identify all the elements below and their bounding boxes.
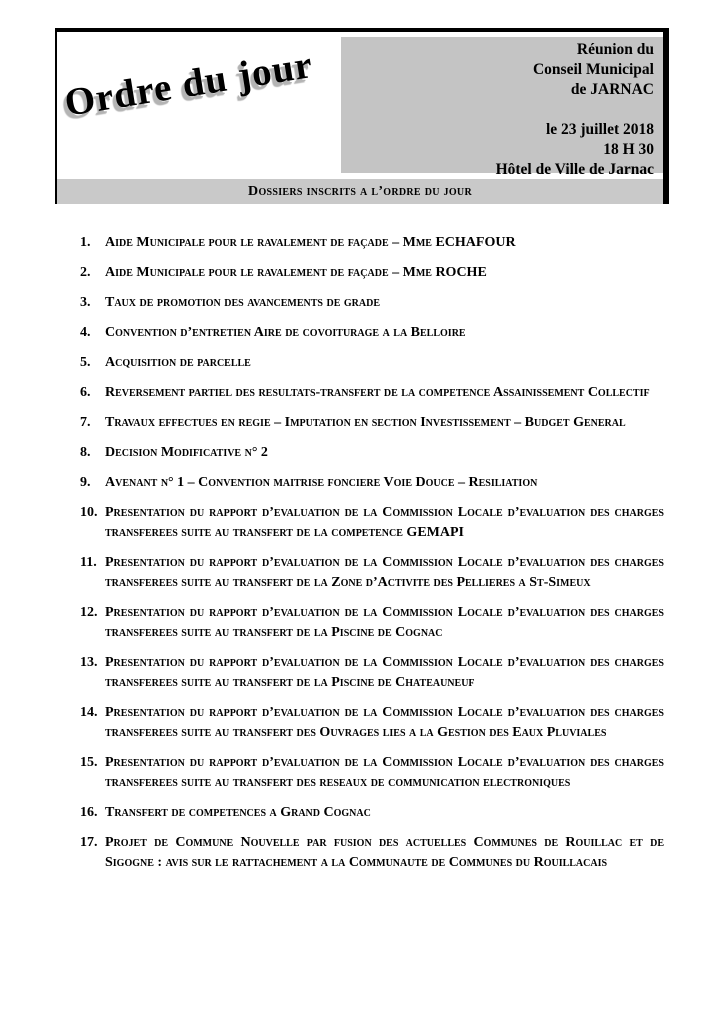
item-text: Presentation du rapport d’evaluation de la Commission Locale d’evaluation des charges transferees suite au transfert de la competence GEMAPI [105,505,664,540]
info-box-spacer [341,100,654,120]
item-number: 9. [80,475,91,490]
item-number: 17. [80,835,98,850]
agenda-item [80,293,664,313]
item-text: Presentation du rapport d’evaluation de la Commission Locale d’evaluation des charges transferees suite au transfert de la Piscine de Chateauneuf [105,655,664,690]
item-text: Aide Municipale pour le ravalement de façade – Mme ECHAFOUR [105,235,516,250]
agenda-item [80,473,664,493]
agenda-item [80,803,664,823]
item-number: 5. [80,355,91,370]
item-number: 2. [80,265,91,280]
item-number: 3. [80,295,91,310]
item-number: 16. [80,805,98,820]
meeting-info-box [341,37,663,178]
item-text: Presentation du rapport d’evaluation de la Commission Locale d’evaluation des charges transferees suite au transfert des Ouvrages lies a la Gestion des Eaux Pluviales [105,705,664,740]
agenda-item [80,603,664,643]
agenda-item [80,503,664,543]
item-text: Aide Municipale pour le ravalement de façade – Mme ROCHE [105,265,487,280]
agenda-item [80,383,664,403]
agenda-item [80,553,664,593]
meeting-info-line: Conseil Municipal [532,61,654,78]
item-text: Reversement partiel des resultats-transfert de la competence Assainissement Collectif [105,385,650,400]
item-text: Presentation du rapport d’evaluation de la Commission Locale d’evaluation des charges transferees suite au transfert de la Piscine de Cognac [105,605,664,640]
item-number: 11. [80,555,97,570]
item-text: Travaux effectues en regie – Imputation en section Investissement – Budget General [105,415,626,430]
item-text: Decision Modificative n° 2 [105,445,268,460]
item-number: 4. [80,325,91,340]
agenda-item [80,833,664,873]
item-number: 6. [80,385,91,400]
agenda-list [80,233,664,883]
item-number: 15. [80,755,98,770]
item-number: 7. [80,415,91,430]
agenda-item [80,323,664,343]
item-text: Convention d’entretien Aire de covoiturage a la Belloire [105,325,466,340]
item-text: Avenant n° 1 – Convention maitrise fonciere Voie Douce – Resiliation [105,475,538,490]
item-text: Presentation du rapport d’evaluation de la Commission Locale d’evaluation des charges transferees suite au transfert de la Zone d’Activite des Pellieres a St-Simeux [105,555,664,590]
meeting-place: Hôtel de Ville de Jarnac [495,161,654,178]
meeting-time: 18 H 30 [603,141,654,158]
item-number: 1. [80,235,91,250]
item-text: Acquisition de parcelle [105,355,251,370]
agenda-item [80,653,664,693]
item-text: Presentation du rapport d’evaluation de la Commission Locale d’evaluation des charges transferees suite au transfert des reseaux de communication electroniques [105,755,664,790]
item-number: 13. [80,655,98,670]
agenda-item [80,353,664,373]
section-header-bar: Dossiers inscrits a l’ordre du jour [57,179,663,204]
item-number: 12. [80,605,98,620]
meeting-date: le 23 juillet 2018 [545,121,654,138]
agenda-item [80,753,664,793]
item-number: 8. [80,445,91,460]
agenda-item [80,263,664,283]
header-frame [55,28,669,204]
item-text: Taux de promotion des avancements de grade [105,295,381,310]
item-text: Projet de Commune Nouvelle par fusion des actuelles Communes de Rouillac et de Sigogne : avis sur le rattachement a la Communaute de Communes du Rouillacais [105,835,664,870]
agenda-item [80,233,664,253]
agenda-item [80,413,664,433]
agenda-item [80,443,664,463]
agenda-item [80,703,664,743]
item-text: Transfert de competences a Grand Cognac [105,805,371,820]
meeting-info-line: Réunion du [576,41,654,58]
page-title: Ordre du jour [61,43,316,125]
item-number: 10. [80,505,98,520]
item-number: 14. [80,705,98,720]
header-row [57,32,663,178]
meeting-info-line: de JARNAC [570,81,654,98]
